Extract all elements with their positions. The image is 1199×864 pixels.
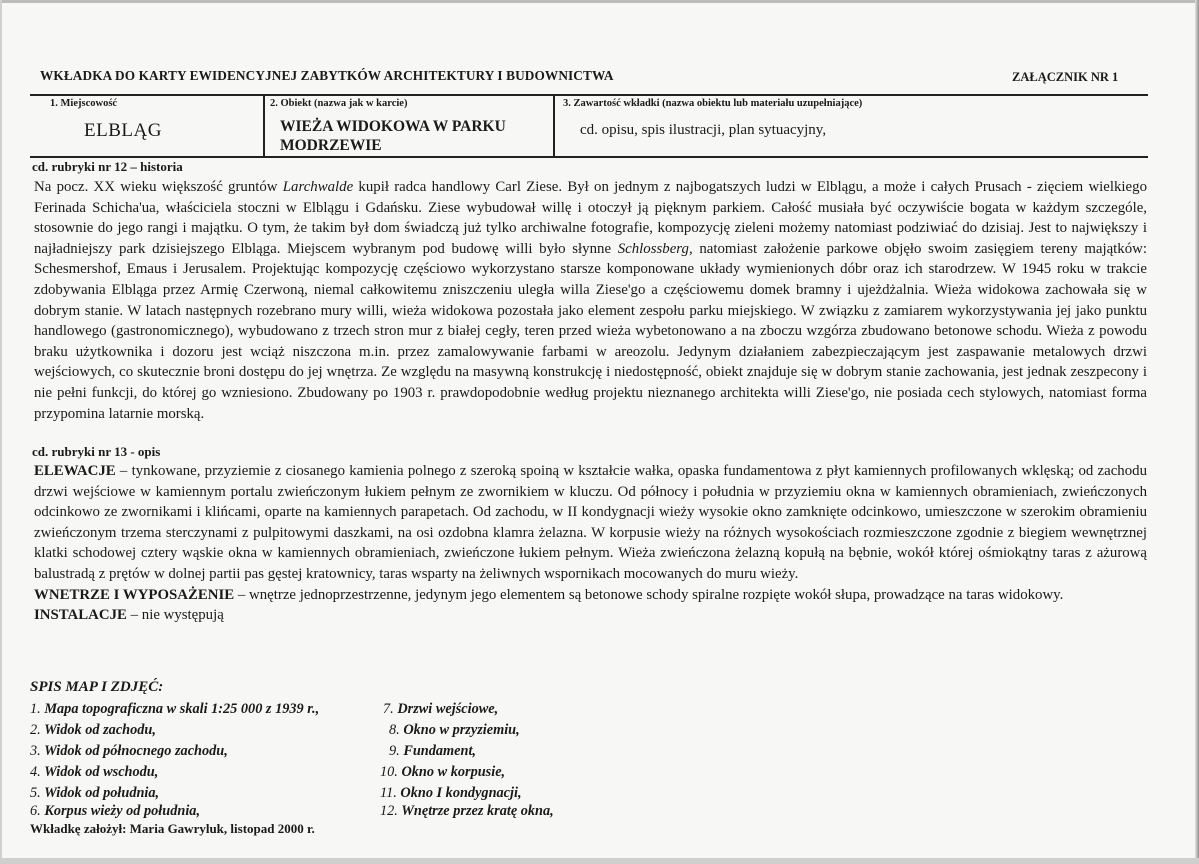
history-place-name: Schlossberg <box>617 240 689 257</box>
elevations-heading: ELEWACJE <box>34 463 116 479</box>
elevations-text: – tynkowane, przyziemie z ciosanego kamienia polnego z szeroką spoiną w kształcie wałka, opaska fundamentowa z płyt kamiennych profilowanych wklęską; od zachodu drzwi wejściowe w kamiennym portalu zwieńczonym łukiem pełnym ze zwornikiem w kluczu. Od północy i południa w przyziemiu okna w kamiennych obramieniach, zwieńczonych odcinkowo ze zwornikami i klińcami, oparte na kamiennych parapetach. Od zachodu, w II kondygnacji wieży wysokie okno zamknięte odcinkowo, umieszczone w szerokim obramieniu zwieńczonym trzema sterczynami z pulpitowymi daszkami, na osi ozdobna klamra żelazna. W korpusie wieży na różnych wysokościach rozmieszczone zgodnie z biegiem wewnętrznej klatki schodowej cztery wąskie okna w kamiennych obramieniach, zwieńczone łukiem pełnym. Wieża zwieńczona żelazną kopułą na bębnie, wokół której ośmiokątny taras z ażurową balustradą z prętów w dolnej partii pas gęstej kratownicy, taras wsparty na żeliwnych wspornikach mocowanych do muru wieży. <box>34 463 1147 582</box>
list-item: 9. Fundament, <box>389 743 477 759</box>
history-text-part: Na pocz. XX wieku większość gruntów <box>34 179 283 195</box>
list-item: 5. Widok od południa, <box>30 785 160 801</box>
locality-value: ELBLĄG <box>84 120 162 141</box>
scan-edge-right <box>1195 0 1199 864</box>
attachment-number: ZAŁĄCZNIK NR 1 <box>1012 70 1119 84</box>
column-divider-2 <box>553 94 555 157</box>
installations-text: – nie występują <box>126 607 224 624</box>
history-text-part: , natomiast założenie parkowe objęło swoim zasięgiem tereny majątków: Schesmershof, Emaus i Jerusalem. Projektując kompozycję częściowo wykorzystano starsze komponowane układy wymienionych dóbr oraz ich starodrzew. W 1945 roku w trakcie zdobywania Elbląga przez Armię Czerwoną, niemal całkowitemu zniszczeniu uległa willa Ziese'go a częściowemu domek bramny i ujeżdżalnia. Wieża widokowa zachowała się w dobrym stanie. W latach następnych rozebrano mury willi, wieża widokowa pozostała jako element zespołu parku miejskiego. W związku z zamiarem wykorzystywania jej jako punktu handlowego (gastronomicznego), wybudowano z trzech stron mur z białej cegły, teren przed wieża wybetonowano a na zboczu wzgórza zbudowano betonowe schodu. Wieża z powodu braku użytkownika i dozoru jest wciąż niszczona m.in. przez zamalowywanie farbami w areozolu. Jedynym działaniem zabezpieczającym jest zaspawanie metalowych drzwi wejściowych, co skutecznie broni dostępu do jej wnętrza. Ze względu na masywną konstrukcję i niedostępność, obiekt znajduje się w dobrym stanie zachowania, jest jednak zeszpecony i nie pełni funkcji, do której go wzniesiono. Zbudowany po 1903 r. prawdopodobnie według projektu nieznanego architekta willi Ziese'go, nie posiada cech stylowych, natomiast forma przypomina latarnie morską. <box>34 240 1147 422</box>
column-divider-1 <box>263 94 265 157</box>
list-item: 8. Okno w przyziemiu, <box>389 722 520 738</box>
document-title: WKŁADKA DO KARTY EWIDENCYJNEJ ZABYTKÓW ARCHITEKTURY I BUDOWNICTWA <box>40 68 614 83</box>
section-13-text <box>34 461 1147 626</box>
author-footer: Wkładkę założył: Maria Gawryluk, listopad 2000 r. <box>30 821 315 836</box>
contents-value: cd. opisu, spis ilustracji, plan sytuacyjny, <box>580 122 827 138</box>
list-item: 11. Okno I kondygnacji, <box>380 785 522 801</box>
list-item: 1. Mapa topograficzna w skali 1:25 000 z 1939 r., <box>30 701 320 717</box>
interior-heading: WNETRZE I WYPOSAŻENIE <box>34 586 235 603</box>
list-item: 7. Drzwi wejściowe, <box>383 701 499 717</box>
installations-heading: INSTALACJE <box>34 607 127 624</box>
scan-edge-bottom <box>0 858 1199 864</box>
section-12-label: cd. rubryki nr 12 – historia <box>32 159 183 174</box>
list-item: 10. Okno w korpusie, <box>380 764 506 780</box>
object-value: WIEŻA WIDOKOWA W PARKU MODRZEWIE <box>280 118 506 154</box>
scan-edge-left <box>0 0 2 864</box>
list-item: 3. Widok od północnego zachodu, <box>30 743 228 759</box>
column-label-object: 2. Obiekt (nazwa jak w karcie) <box>270 98 408 109</box>
list-item: 4. Widok od wschodu, <box>30 764 159 780</box>
header-rule-bottom <box>30 156 1148 158</box>
interior-text: – wnętrze jednoprzestrzenne, jedynym jego elementem są betonowe schody spiralne rozpięte wokół słupa, prowadzące na taras widokowy. <box>234 586 1064 603</box>
column-label-locality: 1. Miejscowość <box>50 98 118 109</box>
list-item: 2. Widok od zachodu, <box>30 722 156 738</box>
list-item: 6. Korpus wieży od południa, <box>30 803 201 819</box>
section-13-label: cd. rubryki nr 13 - opis <box>32 444 161 459</box>
scan-edge-top <box>0 0 1199 3</box>
header-rule-top <box>30 94 1148 96</box>
history-text-part: kupił radca handlowy Carl Ziese. Był on jednym z najbogatszych ludzi w Elblągu, a może i całych Prusach - zięciem wielkiego Ferinada Schicha'ua, właściciela stoczni w Elblągu i Gdańsku. Ziese wybudował willę i otoczył ją pięknym parkiem. Całość musiała być oczywiście bogata w każdym szczególe, stosownie do jego rangi i majątku. O tym, że takim był dom świadczą już tylko archiwalne fotografie, kompozycję zieleni możemy natomiast podziwiać do dzisiaj. Jest to największy i najładniejszy park dzisiejszego Elbląga. Miejscem wybranym pod budowę willi było słynne <box>34 179 1147 257</box>
history-place-name: Larchwalde <box>282 179 354 195</box>
list-item: 12. Wnętrze przez kratę okna, <box>380 803 554 819</box>
maps-photos-list-title: SPIS MAP I ZDJĘĆ: <box>30 679 164 695</box>
column-label-contents: 3. Zawartość wkładki (nazwa obiektu lub materiału uzupełniające) <box>563 98 863 109</box>
section-12-text <box>34 177 1147 424</box>
